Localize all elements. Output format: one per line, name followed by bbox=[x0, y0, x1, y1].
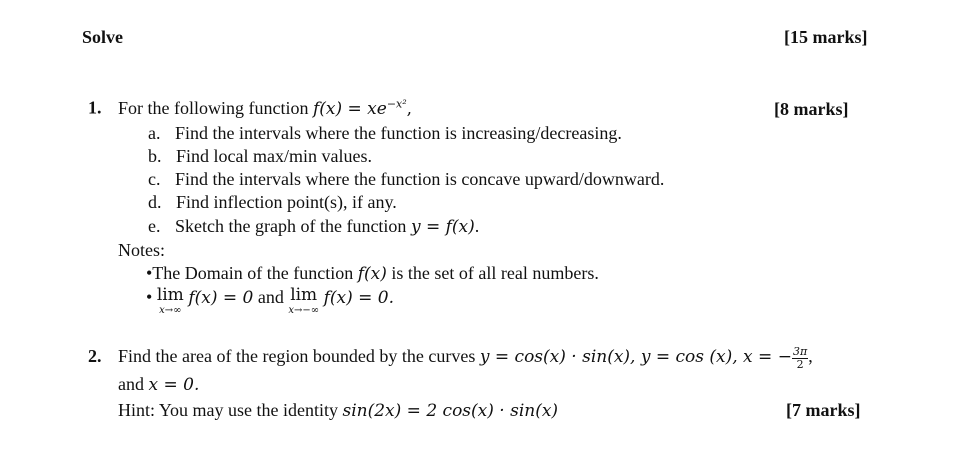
limit-expr: f(x) = 0 bbox=[188, 288, 254, 308]
total-marks: [15 marks] bbox=[784, 27, 868, 47]
lim-label: lim bbox=[290, 285, 318, 305]
item-letter: b. bbox=[148, 146, 162, 166]
item-text: Find the intervals where the function is increasing/decreasing. bbox=[175, 123, 622, 143]
list-item bbox=[148, 216, 479, 237]
list-item bbox=[148, 169, 664, 190]
question-2-marks: [7 marks] bbox=[786, 400, 861, 420]
list-item bbox=[148, 146, 372, 167]
item-text: Find inflection point(s), if any. bbox=[176, 192, 397, 212]
question-2-text: Find the area of the region bounded by the curves bbox=[118, 346, 476, 367]
page-title: Solve bbox=[82, 27, 124, 47]
lim-subscript: x→−∞ bbox=[288, 305, 320, 316]
line-2-math: x = 0. bbox=[148, 375, 200, 395]
question-1-number: 1. bbox=[88, 97, 102, 118]
list-item bbox=[148, 123, 622, 144]
note-2-bullet: • bbox=[146, 287, 153, 307]
item-text: Find local max/min values. bbox=[176, 146, 372, 166]
fraction bbox=[792, 346, 808, 370]
item-letter: d. bbox=[148, 192, 162, 212]
fraction-numerator: 3π bbox=[792, 345, 808, 358]
function-exponent: −x² bbox=[386, 97, 407, 110]
question-2-comma: , bbox=[808, 346, 813, 367]
hint-label: Hint: You may use the identity bbox=[118, 400, 338, 420]
item-text: Sketch the graph of the function bbox=[175, 216, 407, 236]
note-2 bbox=[146, 287, 394, 316]
limit-positive bbox=[157, 287, 184, 316]
note-1 bbox=[146, 263, 599, 284]
question-2 bbox=[88, 346, 813, 370]
lim-label: lim bbox=[156, 285, 184, 305]
item-end: . bbox=[474, 216, 480, 236]
item-math: y = f(x) bbox=[410, 217, 475, 237]
item-text: Find the intervals where the function is concave upward/downward. bbox=[175, 169, 665, 189]
note-1-text: •The Domain of the function bbox=[146, 263, 354, 283]
question-2-number: 2. bbox=[88, 346, 102, 367]
question-1 bbox=[88, 97, 412, 119]
question-2-line-2 bbox=[118, 374, 199, 395]
question-1-intro: For the following function bbox=[118, 97, 309, 118]
limit-negative bbox=[288, 287, 319, 316]
hint-math: sin(2x) = 2 cos(x) · sin(x) bbox=[342, 401, 559, 421]
note-1-post: is the set of all real numbers. bbox=[391, 263, 599, 283]
function-expr: f(x) = xe bbox=[312, 98, 387, 119]
question-1-marks: [8 marks] bbox=[774, 99, 849, 119]
limit-expr: f(x) = 0. bbox=[323, 288, 394, 308]
item-letter: e. bbox=[148, 216, 161, 236]
note-1-math: f(x) bbox=[357, 264, 387, 284]
fraction-denominator: 2 bbox=[796, 357, 804, 371]
hint bbox=[118, 400, 558, 421]
item-letter: a. bbox=[148, 123, 161, 143]
lim-subscript: x→∞ bbox=[159, 305, 182, 316]
note-2-and: and bbox=[257, 287, 284, 307]
line-2-and: and bbox=[118, 374, 144, 394]
function-comma: , bbox=[406, 98, 413, 119]
item-letter: c. bbox=[148, 169, 161, 189]
notes-label: Notes: bbox=[118, 240, 165, 260]
question-1-function bbox=[313, 99, 412, 119]
list-item bbox=[148, 192, 397, 213]
question-2-math: y = cos(x) · sin(x), y = cos (x), x = − bbox=[479, 347, 792, 368]
